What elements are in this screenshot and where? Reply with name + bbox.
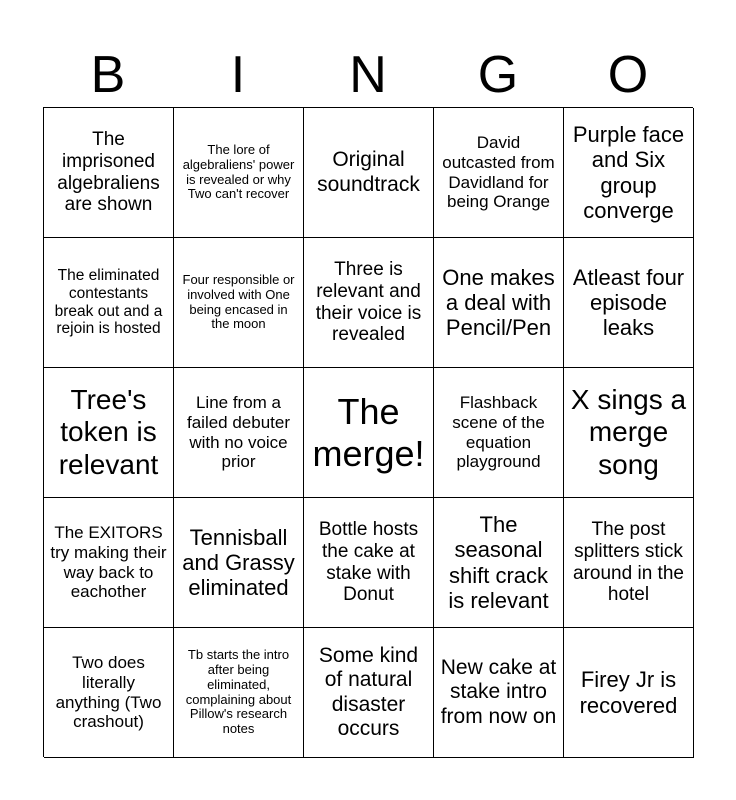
cell-text: Atleast four episode leaks [572,264,685,341]
cell-text: David outcasted from Davidland for being Orange [442,133,555,212]
bingo-cell[interactable] [434,628,564,758]
header-letter-n: N [349,46,387,104]
bingo-cell[interactable] [304,238,434,368]
bingo-cell[interactable] [434,498,564,628]
cell-text: The imprisoned algebraliens are shown [57,128,160,216]
cell-text: Bottle hosts the cake at stake with Donut [318,518,419,606]
bingo-cell[interactable] [564,498,694,628]
bingo-cell[interactable] [304,108,434,238]
cell-text: Tb starts the intro after being eliminated, complaining about Pillow's research notes [185,646,292,737]
header-letter-o: O [607,46,649,104]
cell-text: Line from a failed debuter with no voice prior [186,393,291,472]
bingo-header [43,44,693,106]
cell-text: Tennisball and Grassy eliminated [182,524,295,601]
bingo-cell[interactable] [434,238,564,368]
cell-text: The lore of algebraliens' power is revealed or why Two can't recover [182,141,295,202]
bingo-cell[interactable] [174,238,304,368]
cell-text: X sings a merge song [570,384,687,480]
cell-text: New cake at stake intro from now on [440,656,557,728]
cell-text: Two does literally anything (Two crashout) [55,653,162,732]
bingo-cell[interactable] [174,368,304,498]
bingo-cell[interactable] [304,498,434,628]
bingo-cell[interactable] [304,368,434,498]
cell-text: Purple face and Six group converge [572,121,685,223]
cell-text: The merge! [312,391,425,474]
bingo-cell[interactable] [564,108,694,238]
header-letter-i: I [230,46,246,104]
cell-text: The seasonal shift crack is relevant [448,511,549,613]
header-letter-b: B [90,46,126,104]
bingo-cell[interactable] [564,628,694,758]
bingo-board [43,107,693,757]
bingo-cell[interactable] [434,368,564,498]
bingo-cell[interactable] [44,628,174,758]
bingo-cell[interactable] [564,368,694,498]
cell-text: One makes a deal with Pencil/Pen [442,264,555,341]
cell-text: Three is relevant and their voice is revealed [315,258,422,346]
cell-text: The eliminated contestants break out and a rejoin is hosted [54,266,163,338]
cell-text: Original soundtrack [317,148,420,196]
bingo-cell[interactable] [44,108,174,238]
cell-text: Firey Jr is recovered [579,667,678,718]
cell-text: Four responsible or involved with One being encased in the moon [182,271,295,332]
bingo-cell[interactable] [564,238,694,368]
bingo-cell[interactable] [44,498,174,628]
cell-text: Tree's token is relevant [58,384,159,480]
bingo-cell[interactable] [174,498,304,628]
bingo-cell[interactable] [174,628,304,758]
bingo-cell[interactable] [434,108,564,238]
header-letter-g: G [477,46,519,104]
bingo-cell[interactable] [304,628,434,758]
bingo-cell[interactable] [174,108,304,238]
bingo-cell[interactable] [44,368,174,498]
bingo-cell[interactable] [44,238,174,368]
cell-text: The EXITORS try making their way back to eachother [50,523,167,602]
cell-text: Some kind of natural disaster occurs [318,644,419,740]
cell-text: Flashback scene of the equation playground [452,393,545,472]
cell-text: The post splitters stick around in the hotel [573,518,684,606]
